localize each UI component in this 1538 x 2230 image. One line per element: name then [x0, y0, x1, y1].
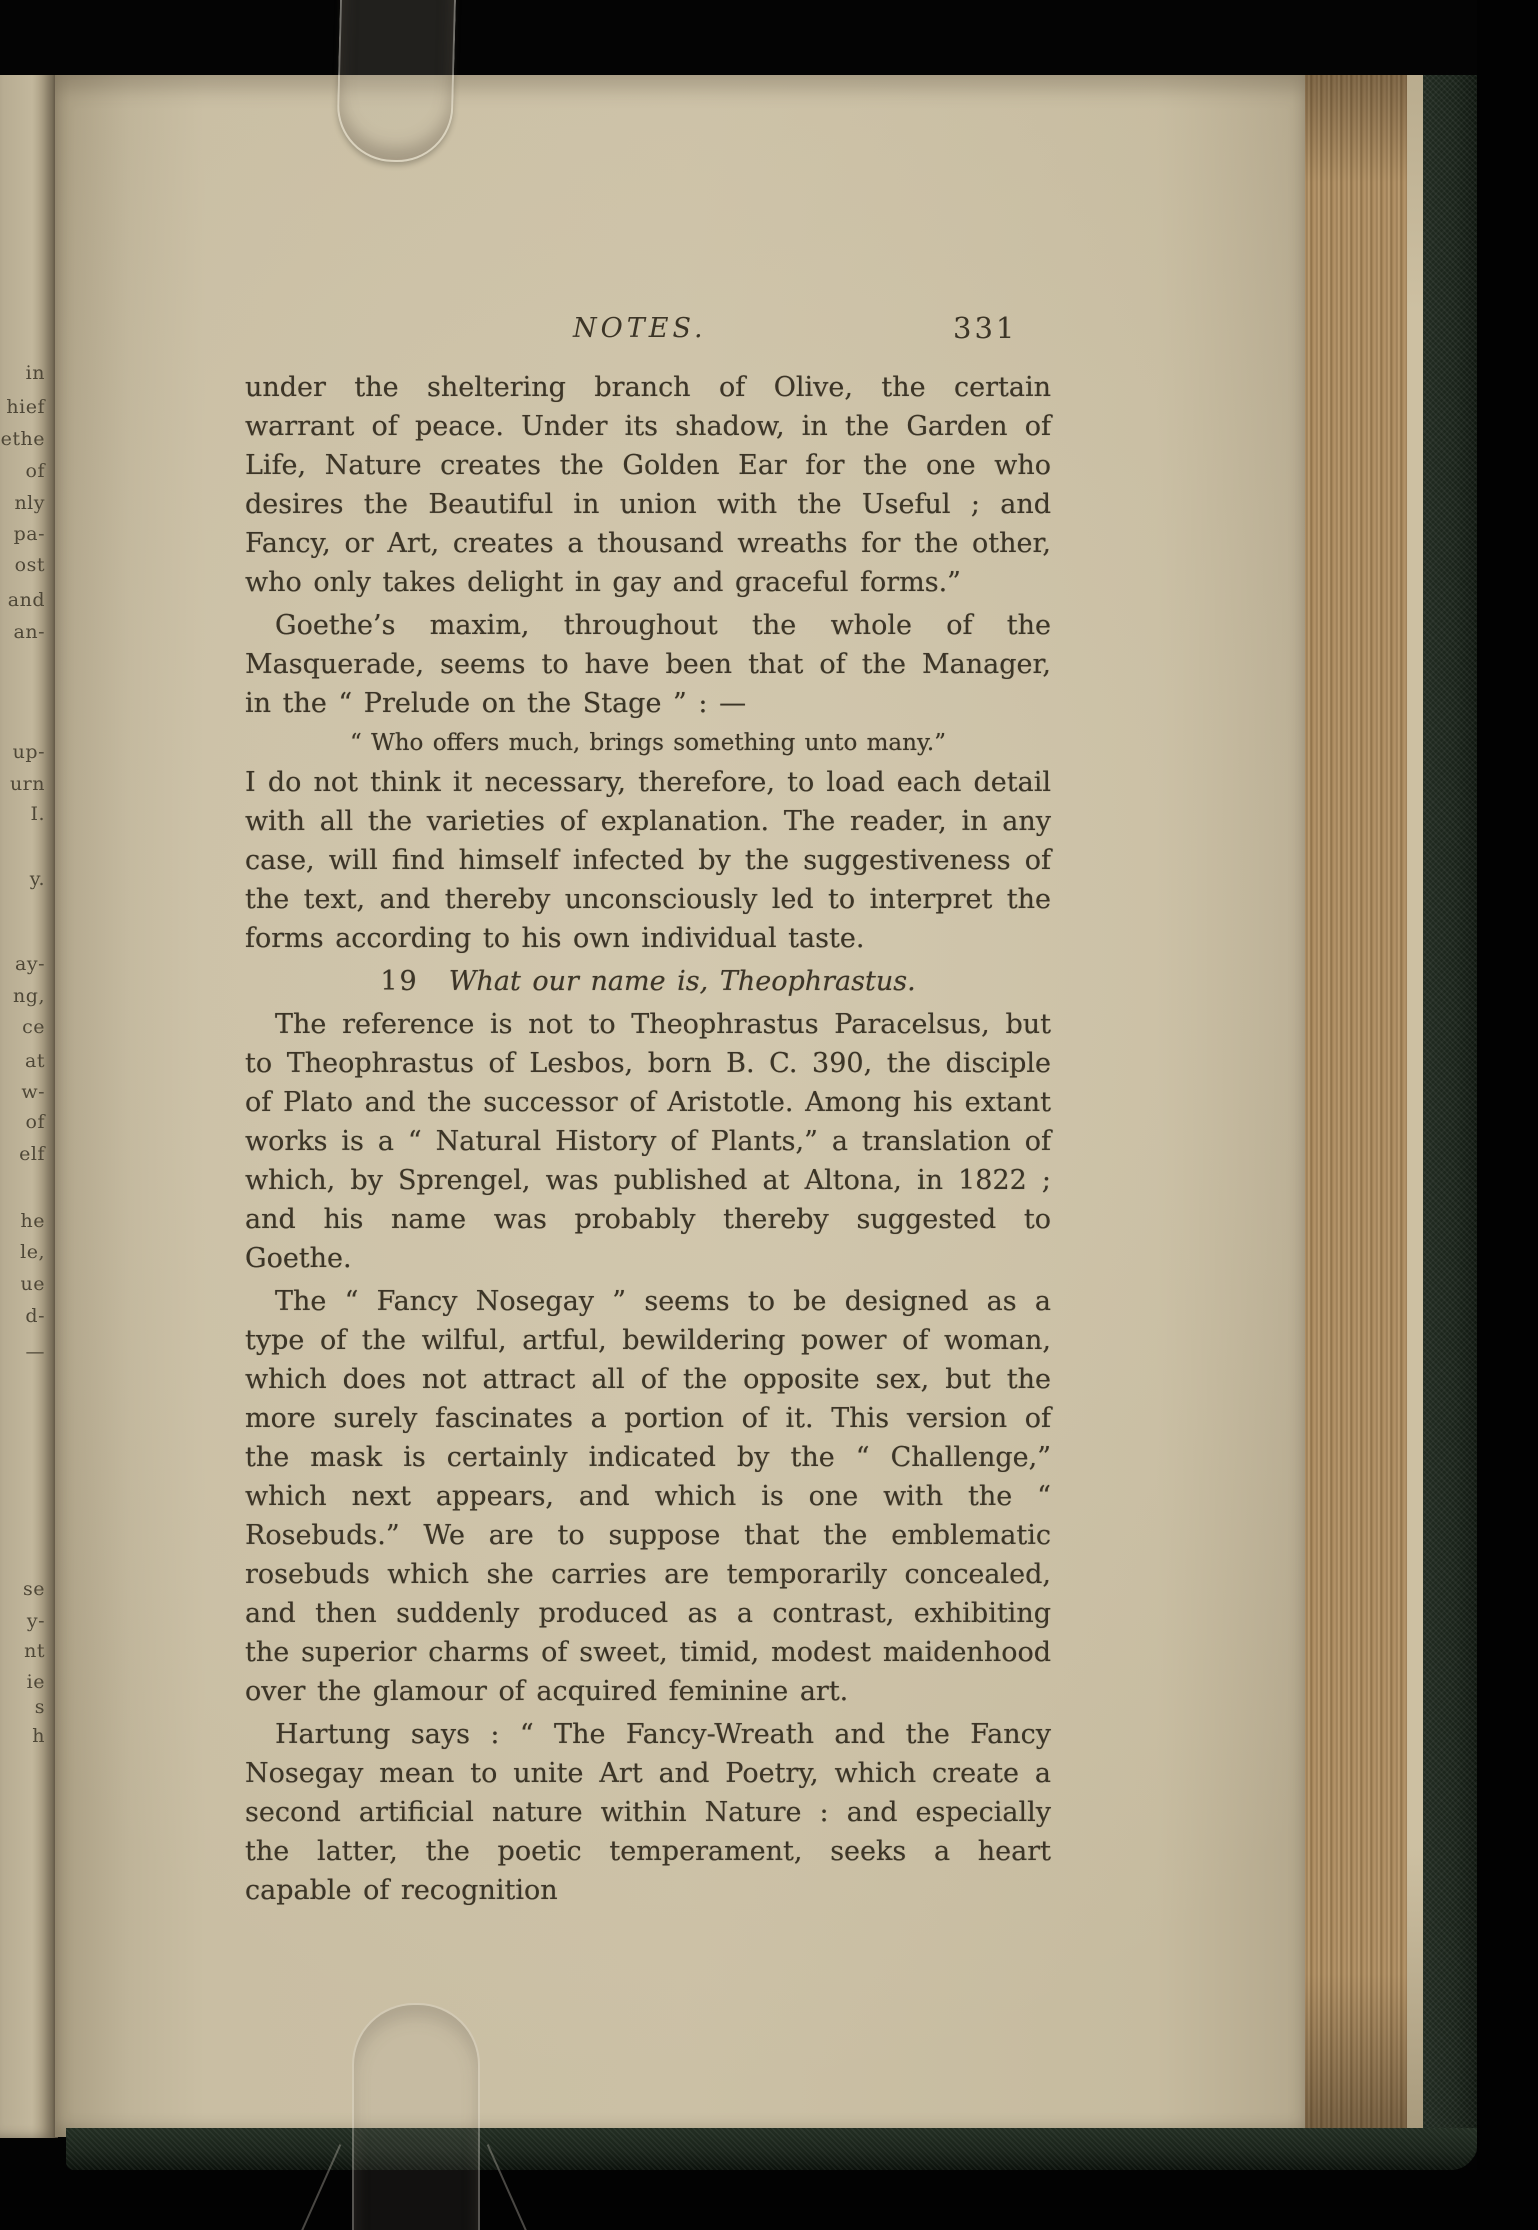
margin-fragment: ce: [22, 1016, 45, 1038]
margin-fragment: elf: [19, 1143, 45, 1165]
margin-fragment: pa-: [13, 523, 45, 545]
page-block-edge: [1407, 62, 1423, 2136]
page-holder-clip-bottom: [352, 2003, 480, 2230]
margin-fragment: an-: [13, 621, 45, 643]
margin-fragment: w-: [21, 1081, 45, 1103]
page-fore-edge: [1305, 58, 1407, 2140]
margin-fragment: up-: [12, 741, 45, 763]
verse-quote: “ Who offers much, brings something unto many.”: [350, 730, 946, 756]
paragraph-continuation: under the sheltering branch of Olive, the certain warrant of peace. Under its shadow, in the Garden of Life, Nature creates the Golden Ear for the one who desires the Beautiful in union with the Useful ; and Fancy, or Art, creates a thousand wreaths for the other, who only takes delight in gay and graceful forms.”: [245, 372, 1051, 598]
section-number: 19: [380, 966, 419, 997]
paragraph-reference: The reference is not to Theophrastus Paracelsus, but to Theophrastus of Lesbos, born B. C. 390, the disciple of Plato and the successor of Aristotle. Among his extant works is a “ Natural History of Plants,” a translation of which, by Sprengel, was published at Altona, in 1822 ; and his name was probably thereby suggested to Goethe.: [245, 1009, 1051, 1274]
margin-fragment: ie: [26, 1671, 45, 1693]
margin-fragment: ethe: [0, 428, 45, 450]
margin-fragment: ost: [14, 554, 45, 576]
paragraph-nosegay: The “ Fancy Nosegay ” seems to be designed as a type of the wilful, artful, bewildering power of woman, which does not attract all of the opposite sex, but the more surely fascinates a portion of it. This version of the mask is certainly indicated by the “ Challenge,” which next appears, and which is one with the “ Rosebuds.” We are to suppose that the emblematic rosebuds which she carries are temporarily concealed, and then suddenly produced as a contrast, exhibiting the superior charms of sweet, timid, modest maidenhood over the glamour of acquired feminine art.: [245, 1286, 1051, 1707]
book-cover-bottom: [66, 2128, 1477, 2170]
margin-fragment: hief: [6, 396, 45, 418]
backdrop-bottom: [0, 2170, 1538, 2230]
margin-fragment: ay-: [15, 953, 45, 975]
margin-fragment: y-: [26, 1610, 45, 1632]
margin-fragment: at: [25, 1050, 45, 1072]
margin-fragment: nly: [14, 492, 45, 514]
running-head-title: NOTES.: [573, 313, 707, 344]
backdrop-right: [1477, 0, 1538, 2230]
margin-fragment: of: [25, 460, 45, 482]
paragraph-detail: I do not think it necessary, therefore, to load each detail with all the varieties of explanation. The reader, in any case, will find himself infected by the suggestiveness of the text, and thereby unconsciously led to interpret the forms according to his own individual taste.: [245, 767, 1051, 954]
section-heading: [245, 962, 1051, 1001]
margin-fragment: h: [32, 1725, 45, 1747]
text-column: [245, 368, 1051, 1914]
margin-fragment: ng,: [13, 985, 45, 1007]
margin-fragment: s: [34, 1696, 45, 1718]
margin-fragment: y.: [29, 868, 45, 890]
margin-fragment: of: [25, 1111, 45, 1133]
page-number: 331: [953, 311, 1018, 345]
margin-fragment: d-: [25, 1305, 45, 1327]
paragraph-goethe-maxim: Goethe’s maxim, throughout the whole of the Masquerade, seems to have been that of the Manager, in the “ Prelude on the Stage ” : —: [245, 610, 1051, 719]
backdrop-left-corner: [0, 0, 58, 62]
facing-page-text-fragments: [0, 0, 58, 2230]
section-title: What our name is, Theophrastus.: [448, 966, 916, 997]
book-cover-right: [1423, 42, 1477, 2162]
page-holder-clip-top: [336, 0, 456, 163]
margin-fragment: se: [23, 1578, 45, 1600]
margin-fragment: he: [20, 1210, 45, 1232]
margin-fragment: le,: [20, 1241, 45, 1263]
paragraph-hartung: Hartung says : “ The Fancy-Wreath and the Fancy Nosegay mean to unite Art and Poetry, which create a second artificial nature within Nature : and especially the latter, the poetic temperament, seeks a heart capable of recognition: [245, 1719, 1051, 1906]
margin-fragment: —: [25, 1341, 45, 1363]
margin-fragment: in: [25, 362, 45, 384]
margin-fragment: I.: [30, 803, 45, 825]
backdrop-top: [0, 0, 1538, 75]
margin-fragment: nt: [24, 1640, 45, 1662]
margin-fragment: and: [7, 589, 45, 611]
margin-fragment: urn: [9, 773, 45, 795]
book-page: [55, 75, 1307, 2137]
margin-fragment: ue: [20, 1273, 45, 1295]
